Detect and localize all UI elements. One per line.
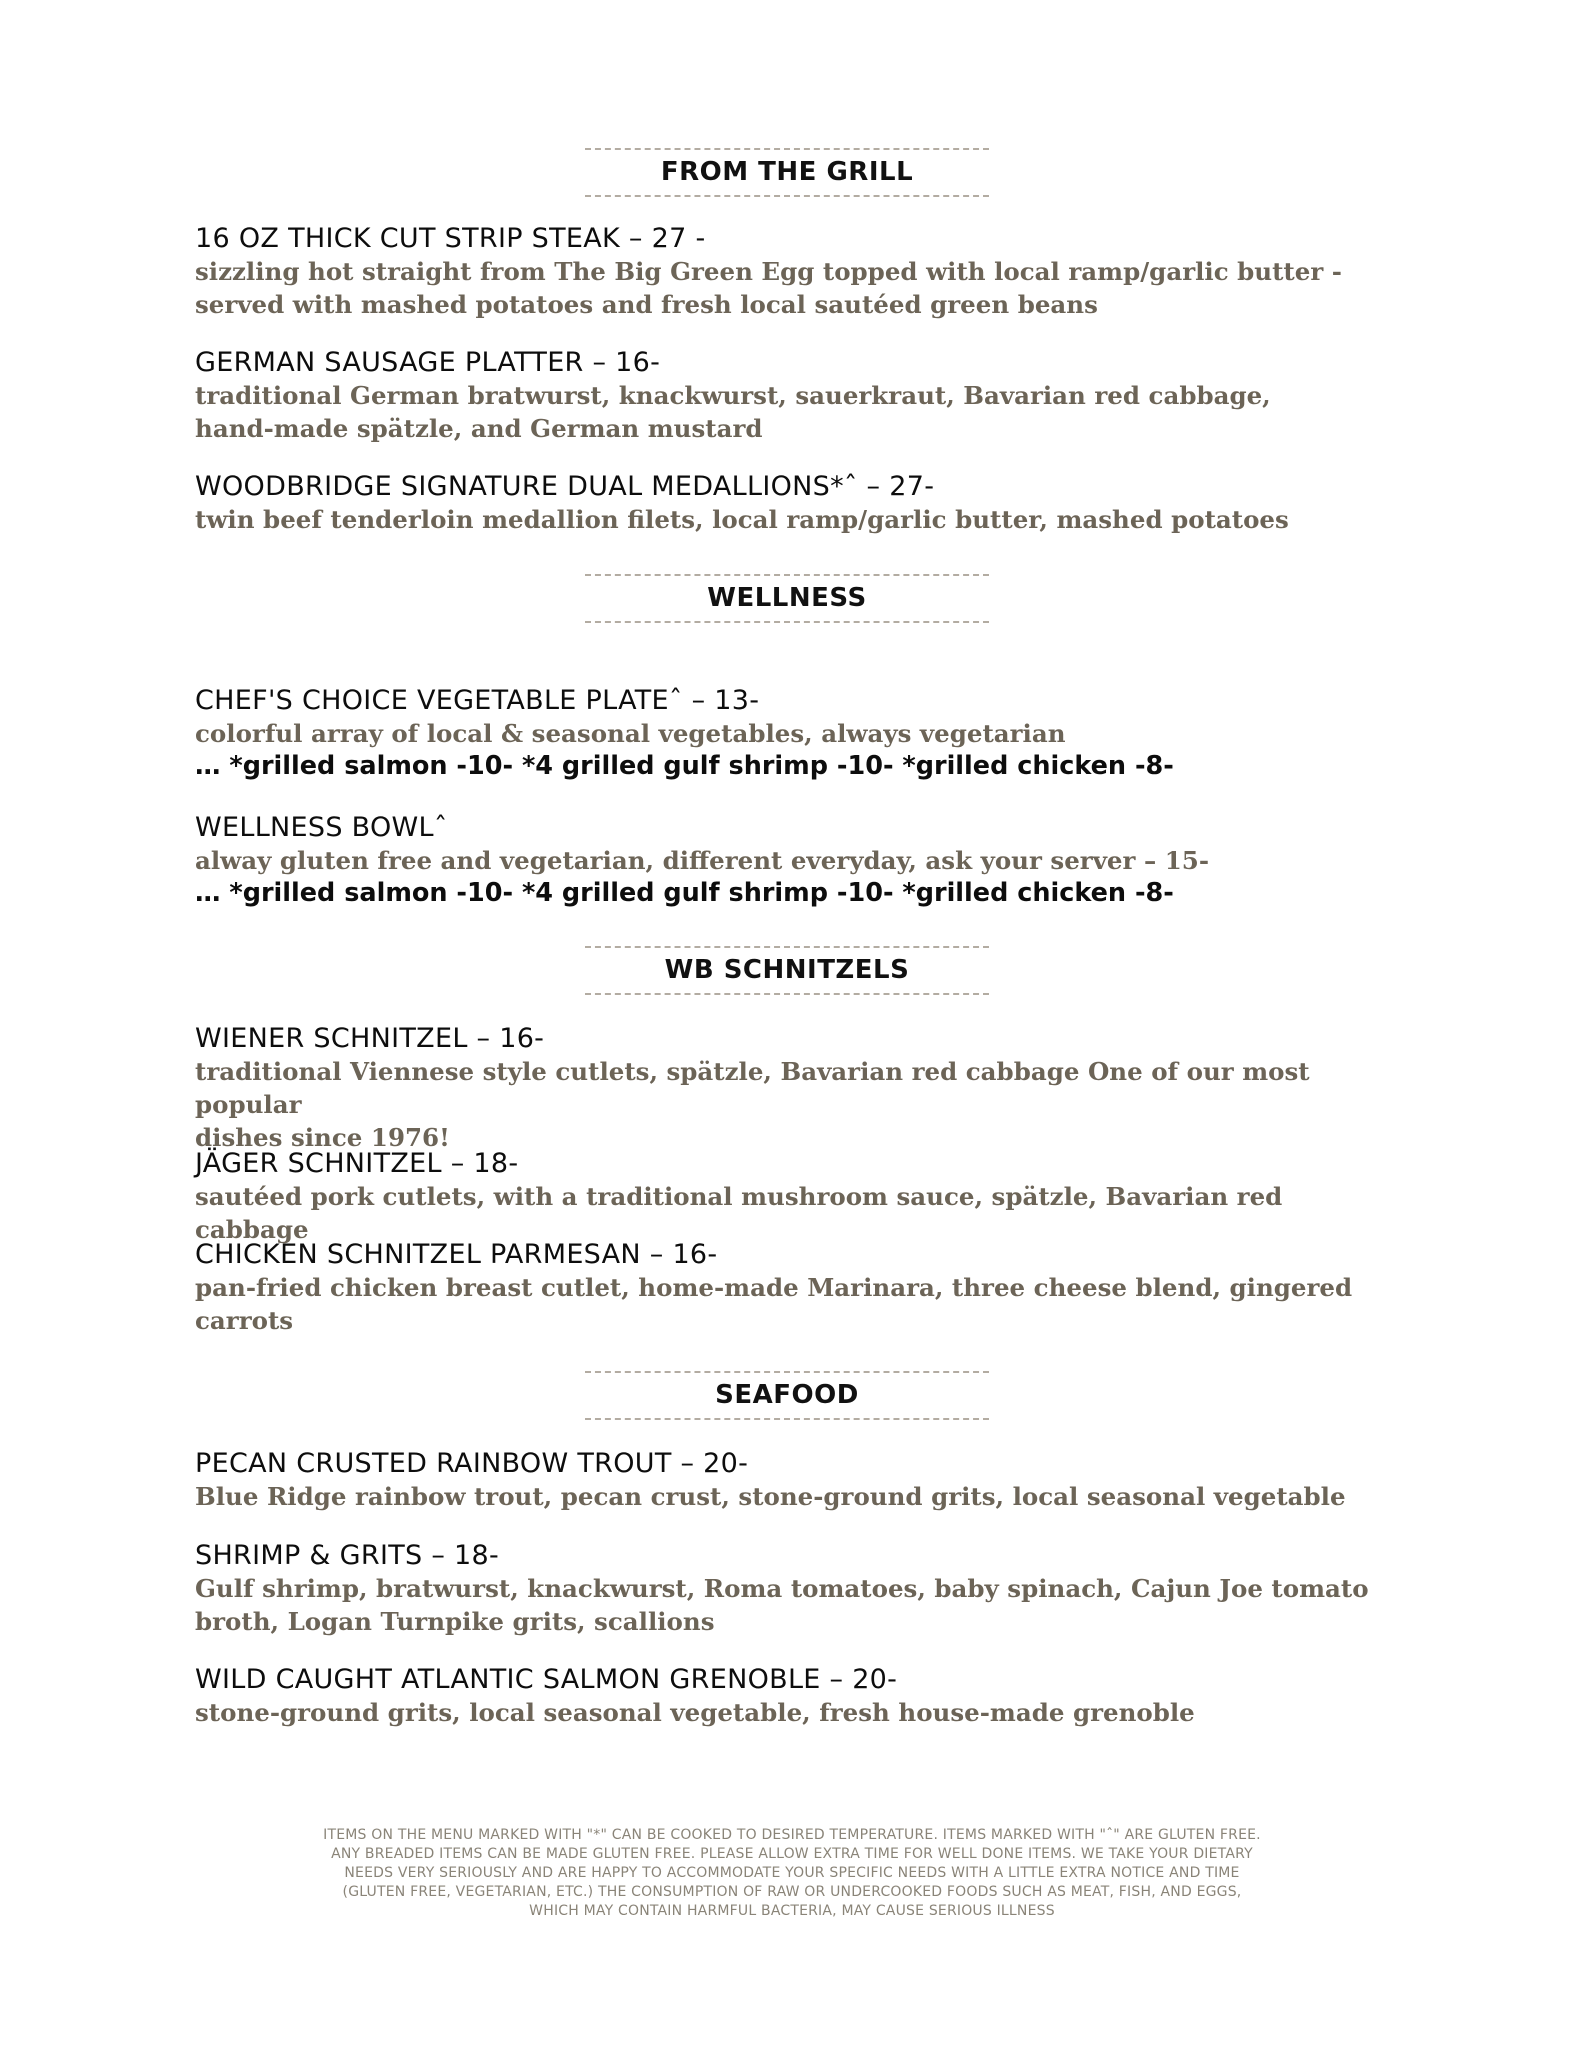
section-title: WELLNESS [707,583,867,613]
section-header-wellness [585,574,989,623]
item-addons: … *grilled salmon -10- *4 grilled gulf shrimp -10- *grilled chicken -8- [195,878,1174,908]
section-header-seafood [585,1371,989,1420]
section-header-grill [585,148,989,197]
item-description: pan-fried chicken breast cutlet, home-made Marinara, three cheese blend, gingered [195,1273,1353,1302]
item-description: traditional German bratwurst, knackwurst, sauerkraut, Bavarian red cabbage, [195,381,1271,410]
section-title: WB SCHNITZELS [664,955,910,985]
menu-item-shrimp-grits [195,1539,1395,1638]
item-description: served with mashed potatoes and fresh local sautéed green beans [195,290,1098,319]
menu-item-chicken-parmesan [195,1238,1395,1337]
disclaimer-line: (GLUTEN FREE, VEGETARIAN, ETC.) THE CONSUMPTION OF RAW OR UNDERCOOKED FOODS SUCH AS MEAT, FISH, AND EGGS, [342,1884,1242,1900]
item-description: alway gluten free and vegetarian, different everyday, ask your server – 15- [195,846,1209,875]
item-name: WOODBRIDGE SIGNATURE DUAL MEDALLIONS*ˆ – 27- [195,471,935,502]
menu-item-wiener-schnitzel [195,1022,1395,1154]
menu-item-strip-steak [195,222,1395,321]
item-description: broth, Logan Turnpike grits, scallions [195,1607,715,1636]
menu-item-wellness-bowl [195,811,1395,910]
item-name: WELLNESS BOWLˆ [195,812,448,843]
item-name: JÄGER SCHNITZEL – 18- [195,1148,519,1179]
divider [585,621,989,623]
menu-item-sausage-platter [195,346,1395,445]
menu-disclaimer [262,1826,1322,1921]
divider [585,946,989,948]
item-addons: … *grilled salmon -10- *4 grilled gulf shrimp -10- *grilled chicken -8- [195,751,1174,781]
item-description: sizzling hot straight from The Big Green Egg topped with local ramp/garlic butter - [195,257,1342,286]
item-name: 16 OZ THICK CUT STRIP STEAK – 27 - [195,223,706,254]
divider [585,148,989,150]
item-description: Gulf shrimp, bratwurst, knackwurst, Roma tomatoes, baby spinach, Cajun Joe tomato [195,1574,1369,1603]
item-description: twin beef tenderloin medallion filets, local ramp/garlic butter, mashed potatoes [195,505,1289,534]
item-description: stone-ground grits, local seasonal vegetable, fresh house-made grenoble [195,1698,1195,1727]
section-title: SEAFOOD [715,1380,859,1410]
disclaimer-line: WHICH MAY CONTAIN HARMFUL BACTERIA, MAY CAUSE SERIOUS ILLNESS [529,1903,1055,1919]
item-name: PECAN CRUSTED RAINBOW TROUT – 20- [195,1448,749,1479]
item-description: traditional Viennese style cutlets, spätzle, Bavarian red cabbage One of our most popular [195,1057,1310,1119]
menu-item-dual-medallions [195,470,1395,536]
divider [585,1418,989,1420]
disclaimer-line: ITEMS ON THE MENU MARKED WITH "*" CAN BE COOKED TO DESIRED TEMPERATURE. ITEMS MARKED WITH "ˆ" ARE GLUTEN FREE. [323,1827,1261,1843]
item-description: carrots [195,1306,294,1335]
divider [585,1371,989,1373]
item-name: SHRIMP & GRITS – 18- [195,1540,500,1571]
menu-item-salmon-grenoble [195,1663,1395,1729]
item-description: dishes since 1976! [195,1123,450,1152]
item-description: colorful array of local & seasonal vegetables, always vegetarian [195,719,1066,748]
divider [585,993,989,995]
item-name: CHEF'S CHOICE VEGETABLE PLATEˆ – 13- [195,685,760,716]
item-name: CHICKEN SCHNITZEL PARMESAN – 16- [195,1239,718,1270]
item-description: sautéed pork cutlets, with a traditional mushroom sauce, spätzle, Bavarian red cabbage [195,1182,1283,1244]
item-description: Blue Ridge rainbow trout, pecan crust, stone-ground grits, local seasonal vegetable [195,1482,1346,1511]
item-name: WILD CAUGHT ATLANTIC SALMON GRENOBLE – 20- [195,1664,898,1695]
section-title: FROM THE GRILL [660,157,914,187]
menu-item-rainbow-trout [195,1447,1395,1513]
item-description: hand-made spätzle, and German mustard [195,414,763,443]
item-name: WIENER SCHNITZEL – 16- [195,1023,545,1054]
disclaimer-line: ANY BREADED ITEMS CAN BE MADE GLUTEN FREE. PLEASE ALLOW EXTRA TIME FOR WELL DONE ITEMS. WE TAKE YOUR DIETARY [331,1846,1253,1862]
divider [585,195,989,197]
section-header-schnitzels [585,946,989,995]
menu-item-jager-schnitzel [195,1147,1395,1246]
divider [585,574,989,576]
item-name: GERMAN SAUSAGE PLATTER – 16- [195,347,661,378]
menu-item-vegetable-plate [195,684,1395,783]
disclaimer-line: NEEDS VERY SERIOUSLY AND ARE HAPPY TO ACCOMMODATE YOUR SPECIFIC NEEDS WITH A LITTLE EXTRA NOTICE AND TIME [344,1865,1240,1881]
